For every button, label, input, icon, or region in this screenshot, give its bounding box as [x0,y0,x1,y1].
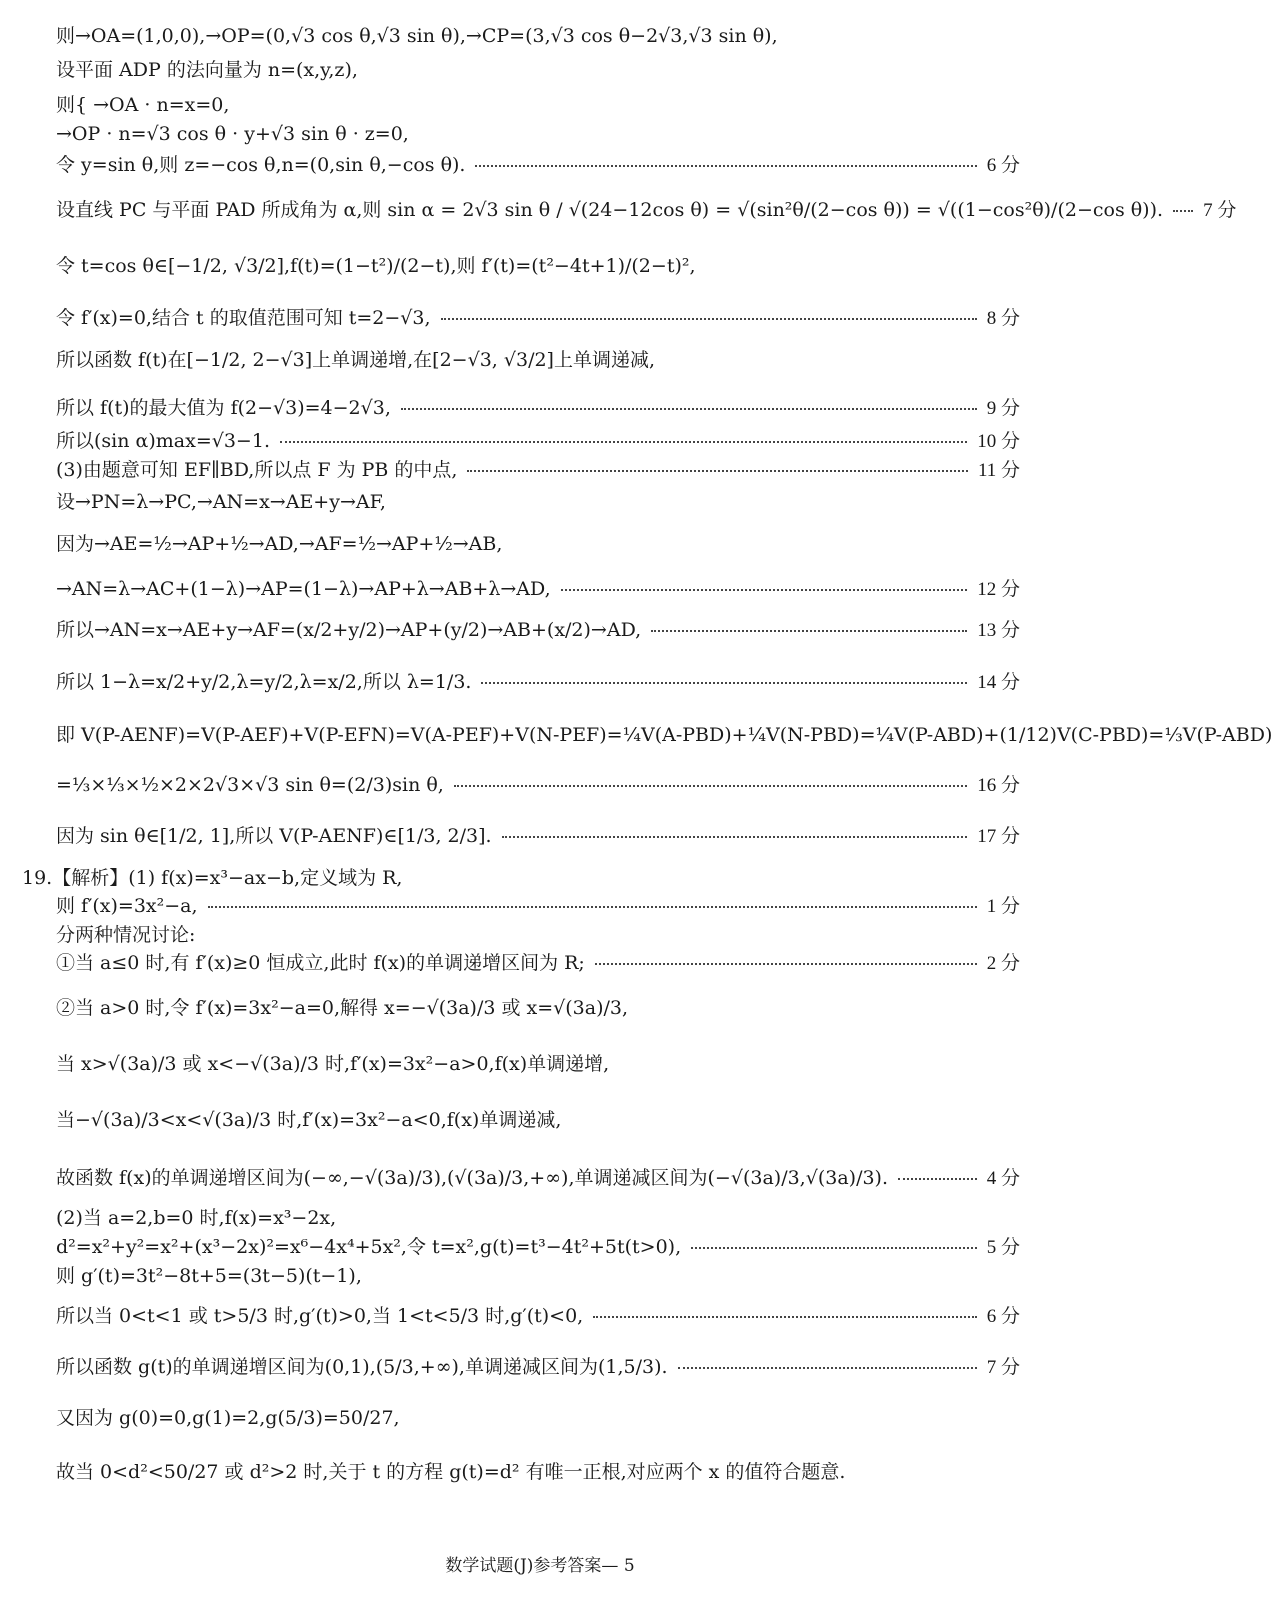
line-8 [56,308,1020,330]
score-label: 6 分 [986,155,1020,176]
line-24 [56,953,1020,975]
line-13 [56,492,1020,514]
line-text: 当 x>√(3a)/3 或 x<−√(3a)/3 时,f′(x)=3x²−a>0,f(x)单调递增, [56,1053,610,1075]
line-7 [56,256,1020,278]
score-label: 17 分 [977,826,1020,847]
dot-leader [595,963,977,965]
line-text: →AN=λ→AC+(1−λ)→AP=(1−λ)→AP+λ→AB+λ→AD, [56,578,551,600]
line-text: 故当 0<d²<50/27 或 d²>2 时,关于 t 的方程 g(t)=d² 有唯一正根,对应两个 x 的值符合题意. [56,1461,846,1483]
line-19 [56,775,1020,797]
score-label: 12 分 [977,579,1020,600]
line-text: 则→OA=(1,0,0),→OP=(0,√3 cos θ,√3 sin θ),→CP=(3,√3 cos θ−2√3,√3 sin θ), [56,25,778,47]
line-text: 因为 sin θ∈[1/2, 1],所以 V(P-AENF)∈[1/3, 2/3]. [56,825,492,847]
score-label: 10 分 [977,431,1020,452]
line-text: 令 t=cos θ∈[−1/2, √3/2],f(t)=(1−t²)/(2−t),则 f′(t)=(t²−4t+1)/(2−t)², [56,255,696,277]
dot-leader [481,682,967,684]
line-6 [56,199,1237,222]
line-text: ②当 a>0 时,令 f′(x)=3x²−a=0,解得 x=−√(3a)/3 或 x=√(3a)/3, [56,997,629,1019]
line-text: 所以函数 g(t)的单调递增区间为(0,1),(5/3,+∞),单调递减区间为(1,5/3). [56,1356,668,1378]
dot-leader [651,630,967,632]
line-text: 分两种情况讨论: [56,924,196,946]
line-3 [56,95,1020,117]
line-2 [56,60,1020,82]
score-label: 8 分 [986,308,1020,329]
line-1 [56,26,1020,48]
score-label: 14 分 [977,672,1020,693]
score-label: 13 分 [977,620,1020,641]
line-text: 设直线 PC 与平面 PAD 所成角为 α,则 sin α = 2√3 sin θ / √(24−12cos θ) = √(sin²θ/(2−cos θ)) = √((1−cos²θ)/(2−cos θ)). [56,199,1164,221]
line-30 [56,1237,1020,1259]
score-label: 11 分 [977,460,1020,481]
line-text: ①当 a≤0 时,有 f′(x)≥0 恒成立,此时 f(x)的单调递增区间为 R; [56,952,585,974]
line-22 [56,896,1020,918]
line-text: 所以 1−λ=x/2+y/2,λ=y/2,λ=x/2,所以 λ=1/3. [56,671,472,693]
line-text: 则 f′(x)=3x²−a, [56,895,198,917]
line-35 [56,1462,1020,1484]
line-text: 设平面 ADP 的法向量为 n=(x,y,z), [56,59,358,81]
line-text: 设→PN=λ→PC,→AN=x→AE+y→AF, [56,491,386,513]
line-12 [56,460,1020,482]
line-text: =⅓×⅓×½×2×2√3×√3 sin θ=(2/3)sin θ, [56,774,444,796]
line-26 [56,1054,1020,1076]
score-label: 7 分 [1203,200,1237,221]
score-label: 1 分 [986,896,1020,917]
score-label: 4 分 [986,1168,1020,1189]
line-14 [56,534,1020,556]
line-text: 则 g′(t)=3t²−8t+5=(3t−5)(t−1), [56,1265,362,1287]
line-16 [56,620,1020,642]
line-4 [56,124,1020,146]
dot-leader [898,1178,977,1180]
page-footer: 数学试题(J)参考答案— 5 [445,1556,635,1576]
line-text: →OP · n=√3 cos θ · y+√3 sin θ · z=0, [56,123,409,145]
line-18 [56,724,1272,747]
line-10 [56,398,1020,420]
line-text: 所以函数 f(t)在[−1/2, 2−√3]上单调递增,在[2−√3, √3/2]上单调递减, [56,349,656,371]
line-text: 所以→AN=x→AE+y→AF=(x/2+y/2)→AP+(y/2)→AB+(x/2)→AD, [56,619,642,641]
dot-leader [691,1247,977,1249]
score-label: 6 分 [986,1306,1020,1327]
dot-leader [1173,210,1193,212]
line-15 [56,579,1020,601]
line-text: 又因为 g(0)=0,g(1)=2,g(5/3)=50/27, [56,1407,400,1429]
score-label: 2 分 [986,953,1020,974]
line-text: 19.【解析】(1) f(x)=x³−ax−b,定义域为 R, [22,867,403,889]
score-label: 7 分 [986,1357,1020,1378]
line-text: 即 V(P-AENF)=V(P-AEF)+V(P-EFN)=V(A-PEF)+V(N-PEF)=¼V(A-PBD)+¼V(N-PBD)=¼V(P-ABD)+(1/12)V(C-PBD)=⅓V(P-ABD) [56,724,1272,746]
line-29 [56,1208,1020,1230]
line-34 [56,1408,1020,1430]
line-28 [56,1168,1020,1190]
dot-leader [502,836,968,838]
line-text: 令 f′(x)=0,结合 t 的取值范围可知 t=2−√3, [56,307,431,329]
score-label: 16 分 [977,775,1020,796]
line-9 [56,350,1020,372]
line-text: 当−√(3a)/3<x<√(3a)/3 时,f′(x)=3x²−a<0,f(x)单调递减, [56,1109,562,1131]
dot-leader [401,408,977,410]
score-label: 5 分 [986,1237,1020,1258]
line-text: 所以 f(t)的最大值为 f(2−√3)=4−2√3, [56,397,391,419]
line-text: 因为→AE=½→AP+½→AD,→AF=½→AP+½→AB, [56,533,503,555]
line-text: 则{ →OA · n=x=0, [56,94,230,116]
dot-leader [208,906,977,908]
dot-leader [593,1316,977,1318]
dot-leader [475,165,976,167]
question-19-heading [22,868,986,890]
line-11 [56,431,1020,453]
line-23 [56,925,1020,947]
line-25 [56,998,1020,1020]
line-text: 所以(sin α)max=√3−1. [56,430,270,452]
line-31 [56,1266,1020,1288]
line-17 [56,672,1020,694]
dot-leader [561,589,968,591]
dot-leader [678,1367,977,1369]
dot-leader [454,785,967,787]
dot-leader [280,441,967,443]
line-text: (3)由题意可知 EF∥BD,所以点 F 为 PB 的中点, [56,459,458,481]
dot-leader [441,318,977,320]
line-text: 令 y=sin θ,则 z=−cos θ,n=(0,sin θ,−cos θ). [56,154,466,176]
line-33 [56,1357,1020,1379]
line-27 [56,1110,1020,1132]
line-text: d²=x²+y²=x²+(x³−2x)²=x⁶−4x⁴+5x²,令 t=x²,g(t)=t³−4t²+5t(t>0), [56,1236,682,1258]
line-32 [56,1306,1020,1328]
line-20 [56,826,1020,848]
line-text: 所以当 0<t<1 或 t>5/3 时,g′(t)>0,当 1<t<5/3 时,g′(t)<0, [56,1305,584,1327]
score-label: 9 分 [986,398,1020,419]
line-text: (2)当 a=2,b=0 时,f(x)=x³−2x, [56,1207,337,1229]
dot-leader [467,470,967,472]
line-text: 故函数 f(x)的单调递增区间为(−∞,−√(3a)/3),(√(3a)/3,+∞),单调递减区间为(−√(3a)/3,√(3a)/3). [56,1167,889,1189]
line-5 [56,155,1020,177]
